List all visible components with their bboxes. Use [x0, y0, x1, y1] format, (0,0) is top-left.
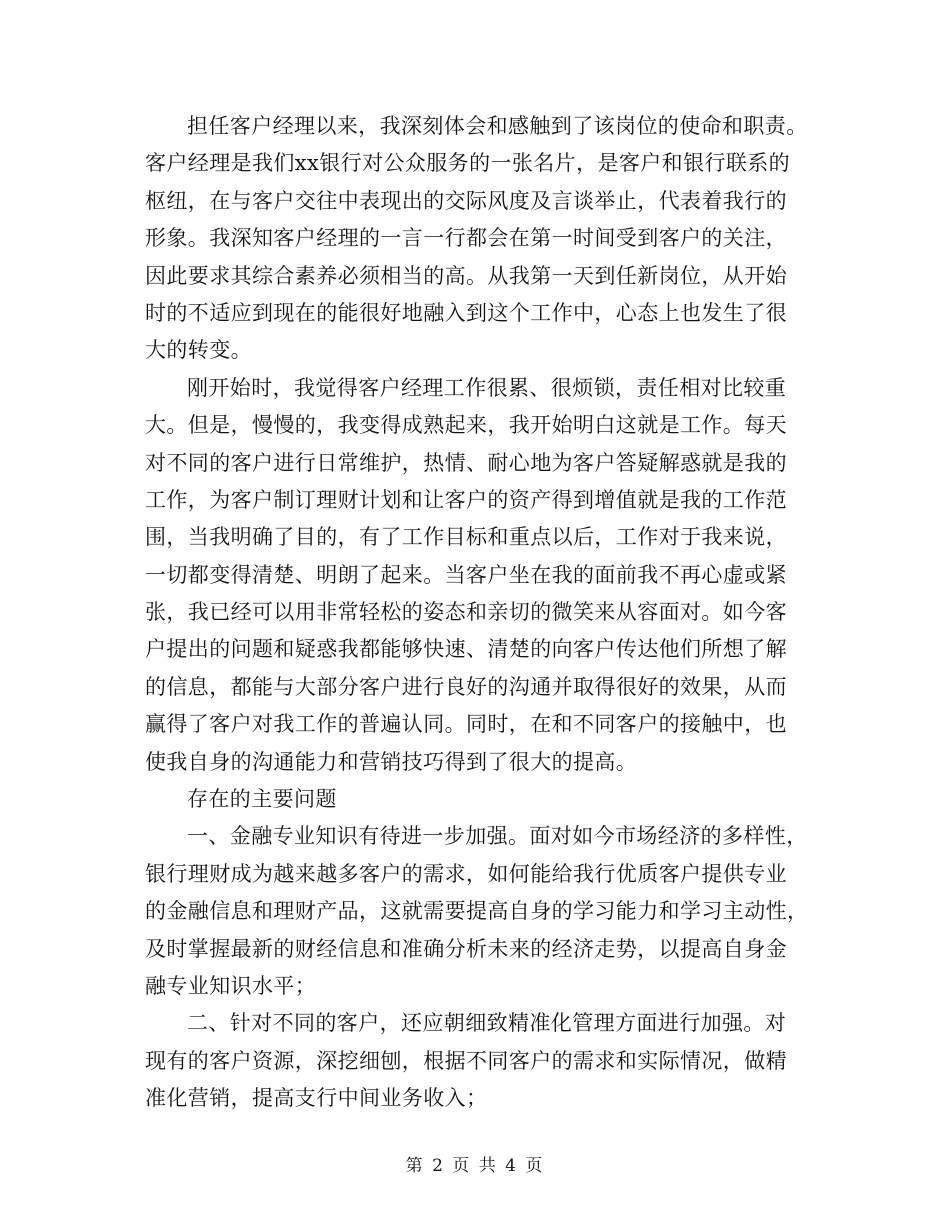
- text-line: 形象。我深知客户经理的一言一行都会在第一时间受到客户的关注，: [145, 226, 787, 251]
- text-line: 银行理财成为越来越多客户的需求，如何能给我行优质客户提供专业: [145, 861, 787, 886]
- text-line: 的金融信息和理财产品，这就需要提高自身的学习能力和学习主动性，: [145, 899, 809, 924]
- text-line: 赢得了客户对我工作的普遍认同。同时，在和不同客户的接触中，也: [145, 712, 787, 737]
- text-line: 工作，为客户制订理财计划和让客户的资产得到增值就是我的工作范: [145, 487, 787, 512]
- text-line: 户提出的问题和疑惑我都能够快速、清楚的向客户传达他们所想了解: [145, 637, 787, 662]
- text-line: 融专业知识水平；: [145, 973, 317, 998]
- text-line: 的信息，都能与大部分客户进行良好的沟通并取得很好的效果，从而: [145, 674, 787, 699]
- text-line: 对不同的客户进行日常维护，热情、耐心地为客户答疑解惑就是我的: [145, 450, 787, 475]
- page-footer: 第 2 页 共 4 页: [405, 1156, 545, 1176]
- text-line: 围，当我明确了目的，有了工作目标和重点以后，工作对于我来说，: [145, 525, 787, 550]
- text-line: 使我自身的沟通能力和营销技巧得到了很大的提高。: [145, 749, 638, 774]
- text-line: 刚开始时，我觉得客户经理工作很累、很烦锁，责任相对比较重: [187, 375, 787, 400]
- text-line: 客户经理是我们xx银行对公众服务的一张名片，是客户和银行联系的: [145, 151, 791, 176]
- text-line: 二、针对不同的客户，还应朝细致精准化管理方面进行加强。对: [187, 1011, 787, 1036]
- text-line: 大。但是，慢慢的，我变得成熟起来，我开始明白这就是工作。每天: [145, 413, 787, 438]
- document-body: [145, 108, 820, 1118]
- text-line: 一、金融专业知识有待进一步加强。面对如今市场经济的多样性，: [187, 824, 808, 849]
- text-line: 时的不适应到现在的能很好地融入到这个工作中，心态上也发生了很: [145, 300, 787, 325]
- text-line: 现有的客户资源，深挖细刨，根据不同客户的需求和实际情况，做精: [145, 1048, 787, 1073]
- text-line: 因此要求其综合素养必须相当的高。从我第一天到任新岗位，从开始: [145, 263, 787, 288]
- text-line: 担任客户经理以来，我深刻体会和感触到了该岗位的使命和职责。: [187, 114, 808, 138]
- text-line: 及时掌握最新的财经信息和准确分析未来的经济走势，以提高自身金: [145, 936, 787, 961]
- text-line: 张，我已经可以用非常轻松的姿态和亲切的微笑来从容面对。如今客: [145, 600, 787, 625]
- text-line: 准化营销，提高支行中间业务收入；: [145, 1086, 488, 1111]
- text-line: 大的转变。: [145, 338, 252, 363]
- text-line: 枢纽，在与客户交往中表现出的交际风度及言谈举止，代表着我行的: [145, 188, 787, 213]
- text-line: 存在的主要问题: [187, 787, 337, 812]
- text-line: 一切都变得清楚、明朗了起来。当客户坐在我的面前我不再心虚或紧: [145, 562, 787, 587]
